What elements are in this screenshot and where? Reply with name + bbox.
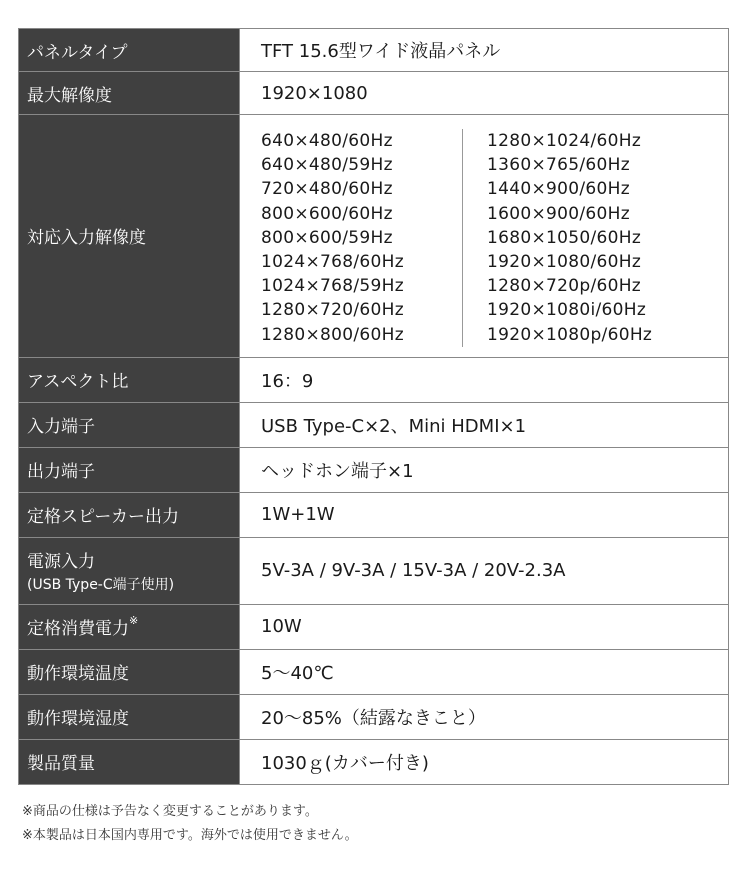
footnote: ※本製品は日本国内専用です。海外では使用できません。 <box>22 828 358 843</box>
resolution-list-cell <box>240 115 729 358</box>
spec-value: USB Type-C×2、Mini HDMI×1 <box>240 402 729 447</box>
spec-label: 定格消費電力 <box>27 619 129 640</box>
resolution-item: 1280×1024/60Hz <box>487 131 642 151</box>
spec-label: 出力端子 <box>19 447 240 492</box>
table-row <box>19 739 729 784</box>
table-row <box>19 537 729 604</box>
resolution-column-left <box>261 129 463 347</box>
resolution-item: 1280×800/60Hz <box>261 324 404 345</box>
spec-value: TFT 15.6型ワイド液晶パネル <box>240 29 729 72</box>
resolution-list <box>261 115 728 357</box>
spec-value: 5〜40℃ <box>240 649 729 694</box>
table-row <box>19 115 729 358</box>
spec-label: 定格スピーカー出力 <box>19 492 240 537</box>
spec-sublabel: (USB Type-C端子使用) <box>27 577 175 594</box>
table-row <box>19 447 729 492</box>
spec-label-cell <box>19 604 240 649</box>
resolution-item: 800×600/60Hz <box>261 203 393 224</box>
resolution-item: 1920×1080p/60Hz <box>487 324 653 345</box>
table-row <box>19 402 729 447</box>
footnotes <box>22 800 358 848</box>
spec-table <box>18 28 729 785</box>
resolution-item: 1360×765/60Hz <box>487 155 630 176</box>
resolution-item: 640×480/60Hz <box>261 131 393 151</box>
table-row <box>19 72 729 115</box>
spec-label: 電源入力 <box>27 552 95 573</box>
spec-value: 20〜85%（結露なきこと） <box>240 694 729 739</box>
table-row <box>19 29 729 72</box>
spec-label: アスペクト比 <box>19 357 240 402</box>
table-row <box>19 694 729 739</box>
resolution-item: 1920×1080/60Hz <box>487 252 642 273</box>
resolution-item: 800×600/59Hz <box>261 227 393 248</box>
table-row <box>19 357 729 402</box>
note-mark: ※ <box>129 614 139 628</box>
table-row <box>19 649 729 694</box>
table-row <box>19 492 729 537</box>
resolution-item: 1440×900/60Hz <box>487 179 630 200</box>
resolution-item: 1024×768/60Hz <box>261 252 404 273</box>
resolution-item: 1280×720/60Hz <box>261 300 404 321</box>
footnote: ※商品の仕様は予告なく変更することがあります。 <box>22 804 318 819</box>
resolution-item: 1680×1050/60Hz <box>487 227 642 248</box>
spec-label: パネルタイプ <box>19 29 240 72</box>
spec-label: 入力端子 <box>19 402 240 447</box>
resolution-item: 1280×720p/60Hz <box>487 276 642 297</box>
table-row <box>19 604 729 649</box>
spec-label: 動作環境温度 <box>19 649 240 694</box>
spec-value: 1920×1080 <box>240 72 729 115</box>
resolution-item: 1920×1080i/60Hz <box>487 300 647 321</box>
resolution-item: 1600×900/60Hz <box>487 203 630 224</box>
spec-label: 最大解像度 <box>19 72 240 115</box>
resolution-item: 640×480/59Hz <box>261 155 393 176</box>
spec-label: 対応入力解像度 <box>19 115 240 358</box>
spec-value: ヘッドホン端子×1 <box>240 447 729 492</box>
spec-value: 16：9 <box>240 357 729 402</box>
resolution-item: 720×480/60Hz <box>261 179 393 200</box>
spec-value: 1W+1W <box>240 492 729 537</box>
spec-label: 製品質量 <box>19 739 240 784</box>
spec-label-cell <box>19 537 240 604</box>
resolution-column-right <box>463 129 652 347</box>
spec-value: 10W <box>240 604 729 649</box>
spec-value: 1030ｇ(カバー付き) <box>240 739 729 784</box>
spec-value: 5V-3A / 9V-3A / 15V-3A / 20V-2.3A <box>240 537 729 604</box>
resolution-item: 1024×768/59Hz <box>261 276 404 297</box>
spec-label: 動作環境湿度 <box>19 694 240 739</box>
